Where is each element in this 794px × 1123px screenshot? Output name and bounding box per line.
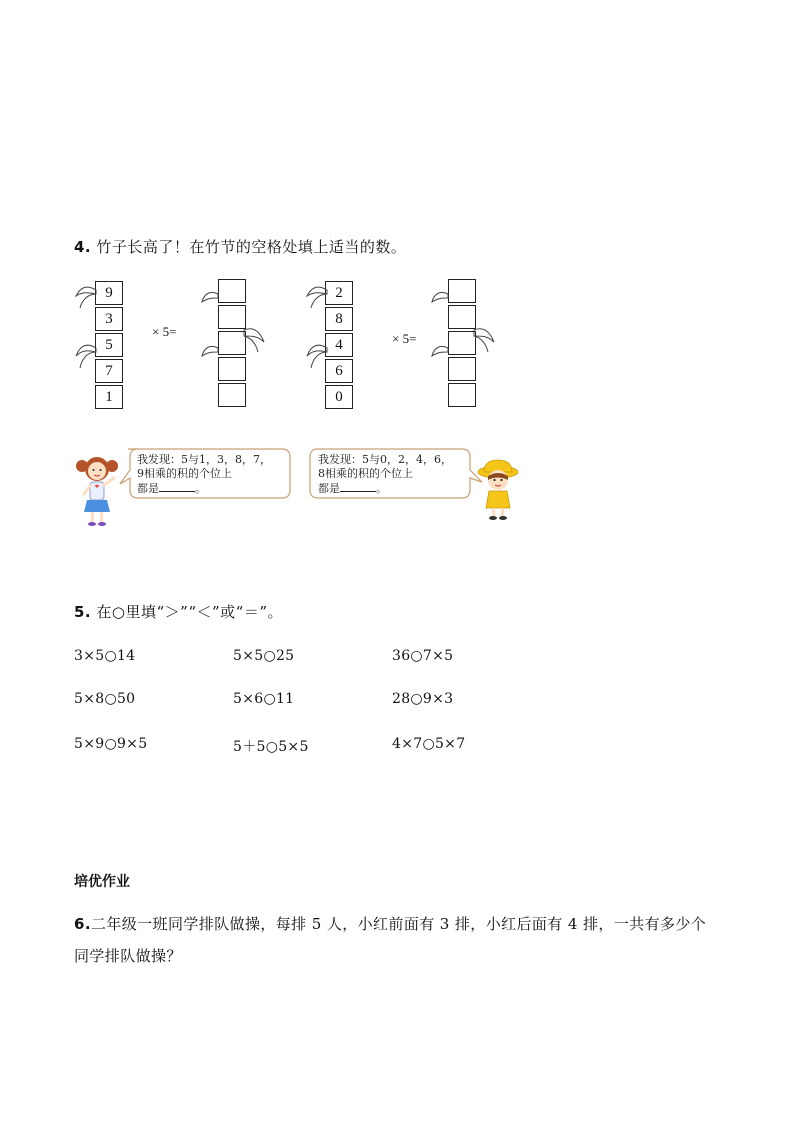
- bubble-line: 9相乘的积的个位上: [137, 467, 232, 480]
- comparison-item[interactable]: 5×8○50: [74, 691, 136, 707]
- bamboo-cell: 6: [325, 359, 353, 383]
- bubble-line: [318, 481, 452, 496]
- multiply-by-five-label: × 5=: [392, 331, 417, 346]
- question-5-title: [74, 601, 283, 622]
- bubble-text: 都是: [318, 482, 340, 495]
- question-number: 4.: [74, 238, 92, 256]
- answer-blank[interactable]: [340, 481, 376, 492]
- bamboo-leaves-icon: [198, 286, 268, 376]
- comparison-item[interactable]: 5×5○25: [233, 648, 295, 664]
- question-text: 竹子长高了！在竹节的空格处填上适当的数。: [96, 238, 407, 256]
- bamboo-cell: 3: [95, 307, 123, 331]
- question-number: 6.: [74, 915, 91, 933]
- hat-girl-character-illustration: [474, 458, 522, 524]
- comparison-item[interactable]: 5＋5○5×5: [233, 739, 309, 755]
- bamboo-cell: 9: [95, 281, 123, 305]
- bubble-line: 我发现：5与1，3，8，7，: [137, 453, 271, 466]
- bamboo-answer-cell[interactable]: [218, 383, 246, 407]
- question-6-line-2: 同学排队做操？: [74, 947, 182, 965]
- speech-bubble-2-text: [318, 453, 452, 496]
- bamboo-leaves-icon: [303, 280, 343, 390]
- comparison-item[interactable]: 3×5○14: [74, 648, 136, 664]
- question-text: 在○里填“＞”“＜”或“＝”。: [96, 603, 284, 621]
- question-4-title: [74, 236, 406, 257]
- bamboo-answer-cell[interactable]: [448, 383, 476, 407]
- bamboo-leaves-icon: [428, 286, 498, 376]
- bamboo-cell: 8: [325, 307, 353, 331]
- section-heading: 培优作业: [74, 874, 130, 890]
- comparison-item[interactable]: 4×7○5×7: [392, 736, 466, 752]
- bamboo-cell: 5: [95, 333, 123, 357]
- question-number: 5.: [74, 603, 92, 621]
- question-6-line-1: [74, 913, 706, 934]
- comparison-item[interactable]: 36○7×5: [392, 648, 454, 664]
- speech-bubble-1-text: [137, 453, 271, 496]
- bubble-text: 。: [195, 482, 206, 495]
- question-text: 二年级一班同学排队做操，每排 5 人，小红前面有 3 排，小红后面有 4 排，一共有多少个: [90, 915, 707, 933]
- bamboo-cell: 4: [325, 333, 353, 357]
- bubble-line: [137, 481, 271, 496]
- comparison-item[interactable]: 28○9×3: [392, 691, 454, 707]
- bamboo-cell: 1: [95, 385, 123, 409]
- multiply-by-five-label: × 5=: [152, 324, 177, 339]
- bubble-line: 我发现：5与0，2，4，6，: [318, 453, 452, 466]
- bamboo-cell: 2: [325, 281, 353, 305]
- girl-character-illustration: [74, 452, 120, 530]
- bamboo-cell: 7: [95, 359, 123, 383]
- bubble-text: 都是: [137, 482, 159, 495]
- answer-blank[interactable]: [159, 481, 195, 492]
- bamboo-leaves-icon: [72, 280, 112, 390]
- bubble-text: 。: [376, 482, 387, 495]
- comparison-item[interactable]: 5×9○9×5: [74, 736, 148, 752]
- bamboo-cell: 0: [325, 385, 353, 409]
- comparison-item[interactable]: 5×6○11: [233, 691, 295, 707]
- bubble-line: 8相乘的积的个位上: [318, 467, 413, 480]
